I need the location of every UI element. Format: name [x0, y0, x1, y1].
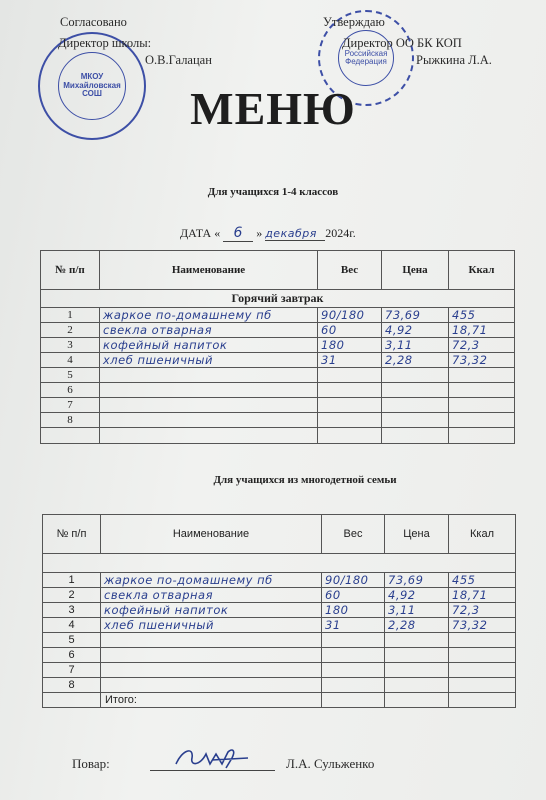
row-number: 1	[43, 573, 101, 588]
table-row	[43, 648, 516, 663]
table-header-row	[43, 515, 516, 554]
col-price: Цена	[382, 251, 449, 290]
header-director-label: Директор школы:	[58, 36, 152, 50]
row-name: свекла отварная	[100, 323, 318, 338]
row-kcal	[449, 633, 516, 648]
table-header-row	[41, 251, 515, 290]
row-weight	[318, 398, 382, 413]
total-row	[43, 693, 516, 708]
blank-group-row	[43, 554, 516, 573]
row-price: 2,28	[385, 618, 449, 633]
table-row	[43, 573, 516, 588]
row-kcal: 18,71	[449, 323, 515, 338]
row-name: жаркое по-домашнему пб	[101, 573, 322, 588]
row-number: 7	[41, 398, 100, 413]
row-kcal	[449, 678, 516, 693]
row-number: 7	[43, 663, 101, 678]
row-price	[385, 678, 449, 693]
row-kcal	[449, 383, 515, 398]
header-director-name: О.В.Галацан	[145, 53, 212, 67]
row-name: жаркое по-домашнему пб	[100, 308, 318, 323]
date-suffix: 2024г.	[325, 226, 356, 240]
table-row	[41, 323, 515, 338]
school-stamp-text: МКОУ Михайловская СОШ	[58, 52, 126, 120]
table-row	[41, 398, 515, 413]
row-price: 2,28	[382, 353, 449, 368]
row-number: 6	[41, 383, 100, 398]
cook-signature	[172, 742, 252, 772]
header-approver-name: Рыжкина Л.А.	[416, 53, 492, 67]
table-row	[41, 368, 515, 383]
table-row	[43, 618, 516, 633]
row-kcal	[449, 398, 515, 413]
col-name: Наименование	[100, 251, 318, 290]
col-price: Цена	[385, 515, 449, 554]
row-name: свекла отварная	[101, 588, 322, 603]
row-name	[101, 678, 322, 693]
row-price: 3,11	[385, 603, 449, 618]
cook-name: Л.А. Сульженко	[286, 756, 375, 771]
row-price	[385, 648, 449, 663]
header-agreed: Согласовано	[60, 15, 127, 29]
table-row	[43, 633, 516, 648]
row-number: 8	[41, 413, 100, 428]
row-kcal	[449, 413, 515, 428]
row-kcal: 73,32	[449, 618, 516, 633]
row-kcal	[449, 663, 516, 678]
row-kcal: 72,3	[449, 338, 515, 353]
row-weight: 60	[318, 323, 382, 338]
row-weight	[318, 413, 382, 428]
row-number: 4	[43, 618, 101, 633]
row-weight	[322, 633, 385, 648]
row-price: 4,92	[385, 588, 449, 603]
date-line	[180, 225, 356, 242]
row-weight: 31	[322, 618, 385, 633]
date-prefix: ДАТА «	[180, 226, 221, 240]
row-weight	[322, 663, 385, 678]
table-row	[43, 678, 516, 693]
table-row	[41, 383, 515, 398]
row-number: 3	[43, 603, 101, 618]
row-number: 4	[41, 353, 100, 368]
row-price: 4,92	[382, 323, 449, 338]
col-number: № п/п	[43, 515, 101, 554]
row-name: кофейный напиток	[100, 338, 318, 353]
page-title: МЕНЮ	[190, 83, 356, 134]
row-price	[382, 413, 449, 428]
row-kcal: 455	[449, 573, 516, 588]
table-row	[43, 588, 516, 603]
row-price	[382, 383, 449, 398]
table-row	[41, 413, 515, 428]
col-weight: Вес	[322, 515, 385, 554]
row-weight	[318, 383, 382, 398]
row-name	[100, 368, 318, 383]
menu-table-2	[42, 514, 516, 708]
cook-label: Повар:	[72, 756, 110, 771]
col-weight: Вес	[318, 251, 382, 290]
row-kcal: 73,32	[449, 353, 515, 368]
row-name	[101, 663, 322, 678]
col-kcal: Ккал	[449, 515, 516, 554]
row-number: 5	[41, 368, 100, 383]
row-number: 2	[41, 323, 100, 338]
row-weight: 180	[318, 338, 382, 353]
row-kcal	[449, 648, 516, 663]
header-approve: Утверждаю	[323, 15, 385, 29]
row-price: 73,69	[382, 308, 449, 323]
table-row	[41, 338, 515, 353]
col-number: № п/п	[41, 251, 100, 290]
date-sep: »	[256, 226, 263, 240]
header-approver-label: Директор ОО БК КОП	[342, 36, 462, 50]
row-price: 3,11	[382, 338, 449, 353]
table-row	[43, 603, 516, 618]
row-price	[385, 663, 449, 678]
row-weight: 60	[322, 588, 385, 603]
row-number: 5	[43, 633, 101, 648]
date-day: 6	[223, 225, 253, 242]
table-row-blank	[41, 428, 515, 444]
row-weight: 90/180	[322, 573, 385, 588]
row-weight: 31	[318, 353, 382, 368]
row-kcal: 18,71	[449, 588, 516, 603]
section1-subtitle: Для учащихся 1-4 классов	[207, 186, 339, 198]
row-price	[385, 633, 449, 648]
group-hot-breakfast: Горячий завтрак	[41, 290, 515, 308]
row-number: 6	[43, 648, 101, 663]
row-name	[101, 648, 322, 663]
row-name	[101, 633, 322, 648]
row-name: кофейный напиток	[101, 603, 322, 618]
row-weight: 180	[322, 603, 385, 618]
row-kcal: 455	[449, 308, 515, 323]
col-kcal: Ккал	[449, 251, 515, 290]
row-number: 1	[41, 308, 100, 323]
row-number: 8	[43, 678, 101, 693]
row-name	[100, 398, 318, 413]
row-weight	[322, 678, 385, 693]
menu-table-1	[40, 250, 515, 444]
row-weight: 90/180	[318, 308, 382, 323]
col-name: Наименование	[101, 515, 322, 554]
table-row	[41, 308, 515, 323]
row-kcal: 72,3	[449, 603, 516, 618]
row-number: 3	[41, 338, 100, 353]
row-weight	[318, 368, 382, 383]
total-label: Итого:	[101, 693, 322, 708]
table-row	[43, 663, 516, 678]
date-month: декабря	[265, 227, 325, 241]
row-kcal	[449, 368, 515, 383]
row-price: 73,69	[385, 573, 449, 588]
row-name	[100, 383, 318, 398]
row-number: 2	[43, 588, 101, 603]
group-row	[41, 290, 515, 308]
row-name: хлеб пшеничный	[100, 353, 318, 368]
row-name	[100, 413, 318, 428]
row-price	[382, 398, 449, 413]
section2-subtitle: Для учащихся из многодетной семьи	[213, 474, 397, 486]
table-row	[41, 353, 515, 368]
row-weight	[322, 648, 385, 663]
row-price	[382, 368, 449, 383]
approval-stamp-text: Российская Федерация	[338, 30, 394, 86]
row-name: хлеб пшеничный	[101, 618, 322, 633]
